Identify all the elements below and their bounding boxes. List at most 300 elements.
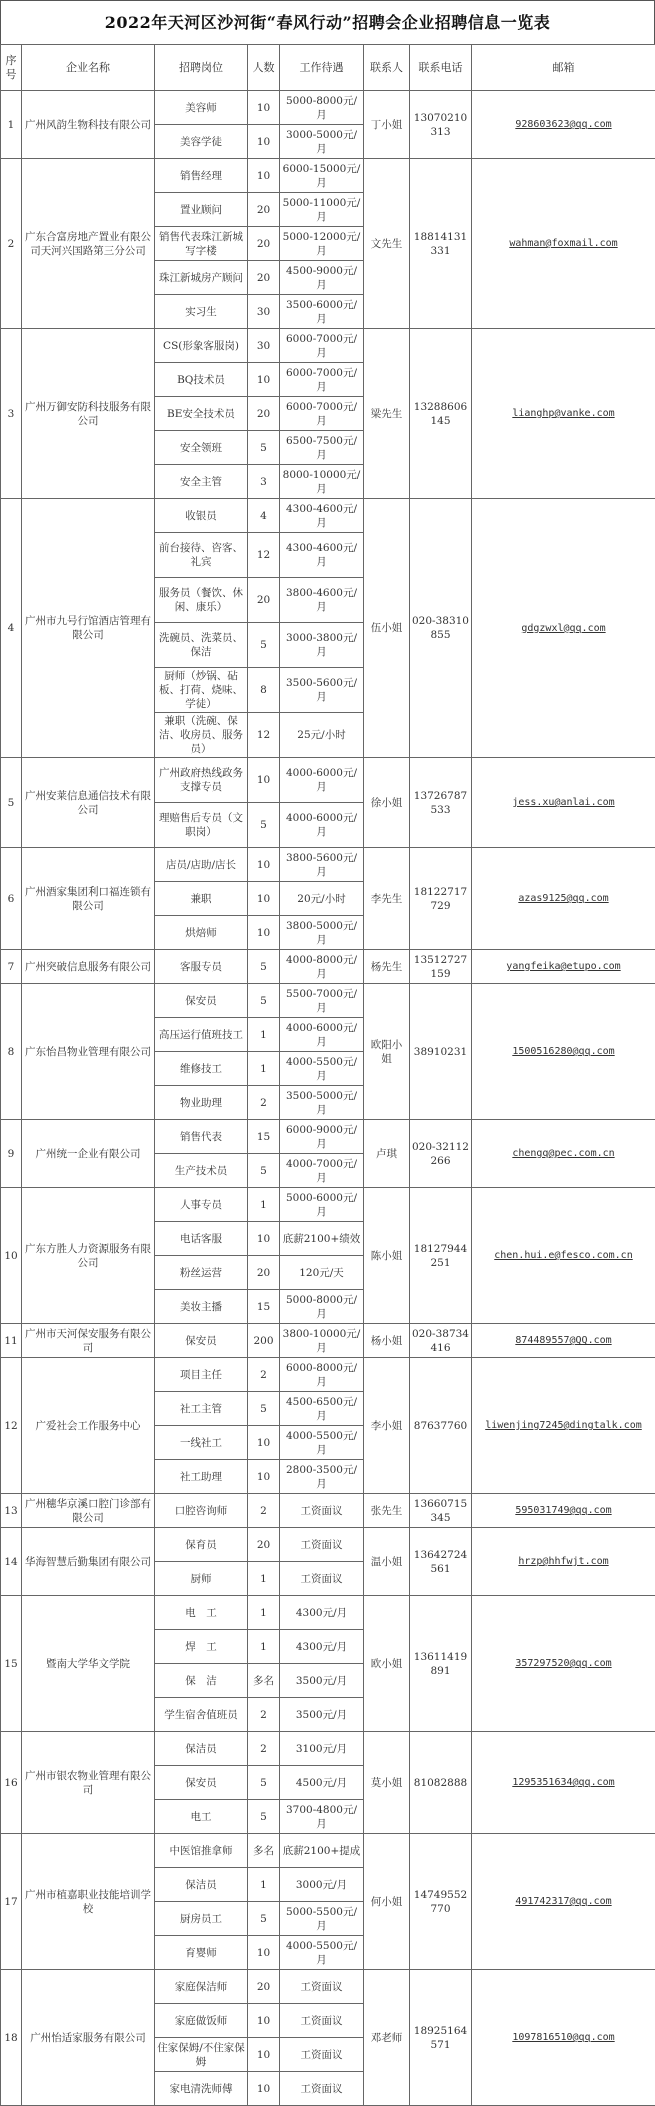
job-count: 10 (248, 848, 280, 882)
job-salary: 6000-9000元/月 (280, 1120, 364, 1154)
job-salary: 3500-6000元/月 (280, 295, 364, 329)
job-position: 人事专员 (155, 1188, 248, 1222)
job-position: CS(形象客服岗) (155, 329, 248, 363)
job-position: 厨房员工 (155, 1902, 248, 1936)
job-position: 社工助理 (155, 1460, 248, 1494)
job-count: 5 (248, 1902, 280, 1936)
table-row (1, 1494, 655, 1528)
job-salary: 3800-5600元/月 (280, 848, 364, 882)
job-count: 5 (248, 950, 280, 984)
job-salary: 4300-4600元/月 (280, 499, 364, 533)
contact-person: 李小姐 (364, 1358, 410, 1494)
company-name: 广爱社会工作服务中心 (22, 1358, 155, 1494)
job-salary: 120元/天 (280, 1256, 364, 1290)
contact-person: 伍小姐 (364, 499, 410, 758)
job-salary: 3800-5000元/月 (280, 916, 364, 950)
job-count: 10 (248, 1222, 280, 1256)
header-salary: 工作待遇 (280, 45, 364, 91)
job-position: 珠江新城房产顾问 (155, 261, 248, 295)
job-salary: 5000-8000元/月 (280, 91, 364, 125)
contact-person: 邓老师 (364, 1970, 410, 2106)
job-position: 美容师 (155, 91, 248, 125)
contact-phone: 81082888 (410, 1732, 472, 1834)
job-position: 安全主管 (155, 465, 248, 499)
job-position: 美妆主播 (155, 1290, 248, 1324)
job-count: 5 (248, 1154, 280, 1188)
company-name: 广州穗华京溪口腔门诊部有限公司 (22, 1494, 155, 1528)
contact-email-cell (472, 1596, 655, 1732)
job-count: 1 (248, 1188, 280, 1222)
email-link[interactable]: chengq@pec.com.cn (512, 1148, 614, 1159)
contact-person: 杨先生 (364, 950, 410, 984)
job-count: 10 (248, 363, 280, 397)
row-number: 9 (1, 1120, 22, 1188)
job-salary: 6000-15000元/月 (280, 159, 364, 193)
job-salary: 4000-6000元/月 (280, 803, 364, 848)
job-position: 育婴师 (155, 1936, 248, 1970)
contact-email-cell (472, 1188, 655, 1324)
job-count: 12 (248, 713, 280, 758)
job-position: 服务员（餐饮、休闲、康乐） (155, 578, 248, 623)
contact-phone: 13288606145 (410, 329, 472, 499)
job-salary: 25元/小时 (280, 713, 364, 758)
job-salary: 工资面议 (280, 2038, 364, 2072)
row-number: 16 (1, 1732, 22, 1834)
company-name: 广州风韵生物科技有限公司 (22, 91, 155, 159)
contact-email-cell (472, 758, 655, 848)
email-link[interactable]: azas9125@qq.com (518, 893, 608, 904)
contact-person: 莫小姐 (364, 1732, 410, 1834)
contact-phone: 13512727159 (410, 950, 472, 984)
email-link[interactable]: 1295351634@qq.com (512, 1777, 614, 1788)
row-number: 8 (1, 984, 22, 1120)
contact-phone: 13611419891 (410, 1596, 472, 1732)
email-link[interactable]: 1500516280@qq.com (512, 1046, 614, 1057)
company-name: 广州市银农物业管理有限公司 (22, 1732, 155, 1834)
contact-email-cell (472, 1120, 655, 1188)
job-salary: 8000-10000元/月 (280, 465, 364, 499)
job-salary: 3500元/月 (280, 1698, 364, 1732)
job-position: 家庭保洁师 (155, 1970, 248, 2004)
row-number: 12 (1, 1358, 22, 1494)
job-count: 20 (248, 227, 280, 261)
job-position: 置业顾问 (155, 193, 248, 227)
job-salary: 4000-6000元/月 (280, 758, 364, 803)
contact-email-cell (472, 848, 655, 950)
row-number: 13 (1, 1494, 22, 1528)
row-number: 17 (1, 1834, 22, 1970)
table-row (1, 1528, 655, 1562)
company-name: 广州怡适家服务有限公司 (22, 1970, 155, 2106)
sheet-title: 2022年天河区沙河街“春风行动”招聘会企业招聘信息一览表 (0, 0, 655, 44)
header-row (1, 45, 655, 91)
contact-person: 陈小姐 (364, 1188, 410, 1324)
contact-person: 徐小姐 (364, 758, 410, 848)
row-number: 4 (1, 499, 22, 758)
header-position: 招聘岗位 (155, 45, 248, 91)
job-count: 30 (248, 295, 280, 329)
header-contact: 联系人 (364, 45, 410, 91)
job-count: 1 (248, 1868, 280, 1902)
contact-email-cell (472, 1834, 655, 1970)
contact-email-cell (472, 499, 655, 758)
job-count: 10 (248, 1936, 280, 1970)
job-salary: 4500元/月 (280, 1766, 364, 1800)
job-count: 10 (248, 758, 280, 803)
contact-phone: 87637760 (410, 1358, 472, 1494)
job-position: 保安员 (155, 1766, 248, 1800)
job-salary: 6000-7000元/月 (280, 329, 364, 363)
job-position: 美容学徒 (155, 125, 248, 159)
job-salary: 4500-6500元/月 (280, 1392, 364, 1426)
job-salary: 工资面议 (280, 1970, 364, 2004)
row-number: 5 (1, 758, 22, 848)
company-name: 广州万御安防科技服务有限公司 (22, 329, 155, 499)
contact-phone: 18925164571 (410, 1970, 472, 2106)
table-row (1, 159, 655, 193)
company-name: 广东方胜人力资源服务有限公司 (22, 1188, 155, 1324)
contact-phone: 020-32112266 (410, 1120, 472, 1188)
job-position: 兼职 (155, 882, 248, 916)
job-count: 1 (248, 1562, 280, 1596)
contact-email-cell (472, 159, 655, 329)
job-count: 多名 (248, 1834, 280, 1868)
email-link[interactable]: 357297520@qq.com (515, 1658, 611, 1669)
job-salary: 底薪2100+绩效 (280, 1222, 364, 1256)
job-position: 厨师（炒锅、砧板、打荷、烧味、学徒） (155, 668, 248, 713)
contact-email-cell (472, 1494, 655, 1528)
job-salary: 5500-7000元/月 (280, 984, 364, 1018)
job-count: 10 (248, 159, 280, 193)
row-number: 15 (1, 1596, 22, 1732)
email-link[interactable]: 874489557@QQ.com (515, 1335, 611, 1346)
table-row (1, 1358, 655, 1392)
job-salary: 4000-7000元/月 (280, 1154, 364, 1188)
table-row (1, 91, 655, 125)
job-position: 一线社工 (155, 1426, 248, 1460)
job-count: 5 (248, 803, 280, 848)
contact-phone: 18127944251 (410, 1188, 472, 1324)
job-salary: 5000-8000元/月 (280, 1290, 364, 1324)
row-number: 1 (1, 91, 22, 159)
job-position: 销售代表 (155, 1120, 248, 1154)
job-salary: 工资面议 (280, 1494, 364, 1528)
job-count: 30 (248, 329, 280, 363)
table-row (1, 1732, 655, 1766)
job-salary: 4300-4600元/月 (280, 533, 364, 578)
contact-email-cell (472, 1528, 655, 1596)
job-position: 保安员 (155, 1324, 248, 1358)
job-count: 20 (248, 261, 280, 295)
header-count: 人数 (248, 45, 280, 91)
contact-person: 何小姐 (364, 1834, 410, 1970)
contact-person: 欧小姐 (364, 1596, 410, 1732)
row-number: 14 (1, 1528, 22, 1596)
company-name: 广州突破信息服务有限公司 (22, 950, 155, 984)
job-position: 维修技工 (155, 1052, 248, 1086)
job-count: 10 (248, 2004, 280, 2038)
contact-person: 温小姐 (364, 1528, 410, 1596)
job-count: 10 (248, 1426, 280, 1460)
row-number: 18 (1, 1970, 22, 2106)
job-salary: 工资面议 (280, 2004, 364, 2038)
job-count: 20 (248, 1256, 280, 1290)
company-name: 华海智慧后勤集团有限公司 (22, 1528, 155, 1596)
job-count: 多名 (248, 1664, 280, 1698)
job-position: 客服专员 (155, 950, 248, 984)
job-salary: 2800-3500元/月 (280, 1460, 364, 1494)
table-row (1, 1324, 655, 1358)
job-position: 理赔售后专员（文职岗） (155, 803, 248, 848)
email-link[interactable]: hrzp@hhfwjt.com (518, 1556, 608, 1567)
email-link[interactable]: gdgzwxl@qq.com (521, 623, 605, 634)
job-salary: 3500元/月 (280, 1664, 364, 1698)
job-position: 电工 (155, 1800, 248, 1834)
email-link[interactable]: liwenjing7245@dingtalk.com (485, 1420, 642, 1431)
job-salary: 5000-5500元/月 (280, 1902, 364, 1936)
job-position: 保 洁 (155, 1664, 248, 1698)
job-position: 电话客服 (155, 1222, 248, 1256)
job-salary: 3800-10000元/月 (280, 1324, 364, 1358)
job-position: 销售经理 (155, 159, 248, 193)
contact-person: 梁先生 (364, 329, 410, 499)
job-count: 10 (248, 882, 280, 916)
company-name: 广州市九号行馆酒店管理有限公司 (22, 499, 155, 758)
row-number: 7 (1, 950, 22, 984)
job-count: 2 (248, 1494, 280, 1528)
contact-phone: 13070210313 (410, 91, 472, 159)
job-count: 3 (248, 465, 280, 499)
email-link[interactable]: jess.xu@anlai.com (512, 797, 614, 808)
job-count: 20 (248, 1528, 280, 1562)
job-count: 5 (248, 431, 280, 465)
job-count: 2 (248, 1732, 280, 1766)
job-salary: 4300元/月 (280, 1630, 364, 1664)
job-count: 20 (248, 397, 280, 431)
header-company: 企业名称 (22, 45, 155, 91)
job-count: 5 (248, 984, 280, 1018)
job-position: 物业助理 (155, 1086, 248, 1120)
job-position: 社工主管 (155, 1392, 248, 1426)
recruitment-table (0, 44, 655, 2106)
email-link[interactable]: lianghp@vanke.com (512, 408, 614, 419)
contact-email-cell (472, 1324, 655, 1358)
job-position: 家电清洗师傅 (155, 2072, 248, 2106)
job-count: 2 (248, 1086, 280, 1120)
contact-email-cell (472, 1732, 655, 1834)
contact-email-cell (472, 984, 655, 1120)
job-salary: 5000-6000元/月 (280, 1188, 364, 1222)
job-position: 高压运行值班技工 (155, 1018, 248, 1052)
job-salary: 3100元/月 (280, 1732, 364, 1766)
row-number: 3 (1, 329, 22, 499)
job-salary: 6000-8000元/月 (280, 1358, 364, 1392)
row-number: 2 (1, 159, 22, 329)
email-link[interactable]: wahman@foxmail.com (509, 238, 617, 249)
job-salary: 3500-5600元/月 (280, 668, 364, 713)
job-salary: 5000-11000元/月 (280, 193, 364, 227)
job-salary: 3800-4600元/月 (280, 578, 364, 623)
job-salary: 4000-6000元/月 (280, 1018, 364, 1052)
contact-email-cell (472, 950, 655, 984)
job-count: 1 (248, 1596, 280, 1630)
email-link[interactable]: 928603623@qq.com (515, 119, 611, 130)
job-count: 10 (248, 1460, 280, 1494)
contact-email-cell (472, 1970, 655, 2106)
company-name: 广州统一企业有限公司 (22, 1120, 155, 1188)
contact-phone: 13642724561 (410, 1528, 472, 1596)
job-position: 中医馆推拿师 (155, 1834, 248, 1868)
job-salary: 3000-5000元/月 (280, 125, 364, 159)
job-position: 口腔咨询师 (155, 1494, 248, 1528)
table-row (1, 984, 655, 1018)
contact-phone: 14749552770 (410, 1834, 472, 1970)
job-count: 2 (248, 1698, 280, 1732)
table-row (1, 1120, 655, 1154)
company-name: 广东合富房地产置业有限公司天河兴国路第三分公司 (22, 159, 155, 329)
job-salary: 6000-7000元/月 (280, 397, 364, 431)
contact-email-cell (472, 329, 655, 499)
job-position: 保育员 (155, 1528, 248, 1562)
table-row (1, 1188, 655, 1222)
header-phone: 联系电话 (410, 45, 472, 91)
job-position: 保洁员 (155, 1732, 248, 1766)
table-row (1, 758, 655, 803)
row-number: 10 (1, 1188, 22, 1324)
email-link[interactable]: yangfeika@etupo.com (506, 961, 620, 972)
job-position: 保安员 (155, 984, 248, 1018)
table-row (1, 329, 655, 363)
job-position: 实习生 (155, 295, 248, 329)
job-position: 住家保姆/不住家保姆 (155, 2038, 248, 2072)
company-name: 广东怡昌物业管理有限公司 (22, 984, 155, 1120)
company-name: 广州市植嘉职业技能培训学校 (22, 1834, 155, 1970)
company-name: 广州市天河保安服务有限公司 (22, 1324, 155, 1358)
job-position: 生产技术员 (155, 1154, 248, 1188)
contact-person: 卢琪 (364, 1120, 410, 1188)
job-position: 项目主任 (155, 1358, 248, 1392)
contact-person: 丁小姐 (364, 91, 410, 159)
job-salary: 4300元/月 (280, 1596, 364, 1630)
contact-phone: 020-38734416 (410, 1324, 472, 1358)
table-row (1, 1596, 655, 1630)
contact-person: 文先生 (364, 159, 410, 329)
job-position: 店员/店助/店长 (155, 848, 248, 882)
job-position: 焊 工 (155, 1630, 248, 1664)
contact-phone: 38910231 (410, 984, 472, 1120)
email-link[interactable]: 1097816510@qq.com (512, 2032, 614, 2043)
contact-person: 杨小姐 (364, 1324, 410, 1358)
row-number: 6 (1, 848, 22, 950)
job-count: 5 (248, 623, 280, 668)
table-row (1, 848, 655, 882)
job-salary: 4000-5500元/月 (280, 1052, 364, 1086)
contact-person: 欧阳小姐 (364, 984, 410, 1120)
job-count: 5 (248, 1800, 280, 1834)
job-salary: 工资面议 (280, 1528, 364, 1562)
job-salary: 3000元/月 (280, 1868, 364, 1902)
company-name: 暨南大学华文学院 (22, 1596, 155, 1732)
job-salary: 3500-5000元/月 (280, 1086, 364, 1120)
contact-person: 张先生 (364, 1494, 410, 1528)
job-position: BQ技术员 (155, 363, 248, 397)
job-position: 广州政府热线政务支撑专员 (155, 758, 248, 803)
job-position: 前台接待、咨客、礼宾 (155, 533, 248, 578)
job-salary: 工资面议 (280, 2072, 364, 2106)
job-position: 电 工 (155, 1596, 248, 1630)
job-position: 销售代表珠江新城写字楼 (155, 227, 248, 261)
job-count: 5 (248, 1766, 280, 1800)
job-count: 20 (248, 193, 280, 227)
job-salary: 4000-5500元/月 (280, 1936, 364, 1970)
job-count: 1 (248, 1630, 280, 1664)
job-salary: 底薪2100+提成 (280, 1834, 364, 1868)
job-salary: 4500-9000元/月 (280, 261, 364, 295)
job-count: 4 (248, 499, 280, 533)
job-salary: 20元/小时 (280, 882, 364, 916)
table-row (1, 1970, 655, 2004)
job-count: 10 (248, 916, 280, 950)
email-link[interactable]: chen.hui.e@fesco.com.cn (494, 1250, 632, 1261)
job-salary: 3000-3800元/月 (280, 623, 364, 668)
table-row (1, 499, 655, 533)
job-position: 洗碗员、洗菜员、保洁 (155, 623, 248, 668)
job-count: 12 (248, 533, 280, 578)
job-count: 20 (248, 578, 280, 623)
job-count: 10 (248, 91, 280, 125)
job-count: 1 (248, 1052, 280, 1086)
job-count: 15 (248, 1290, 280, 1324)
job-position: 学生宿舍值班员 (155, 1698, 248, 1732)
job-count: 15 (248, 1120, 280, 1154)
job-salary: 5000-12000元/月 (280, 227, 364, 261)
contact-phone: 13726787533 (410, 758, 472, 848)
contact-phone: 18122717729 (410, 848, 472, 950)
job-position: 家庭做饭师 (155, 2004, 248, 2038)
job-count: 5 (248, 1392, 280, 1426)
header-no: 序号 (1, 45, 22, 91)
job-salary: 4000-5500元/月 (280, 1426, 364, 1460)
job-salary: 6000-7000元/月 (280, 363, 364, 397)
company-name: 广州酒家集团利口福连锁有限公司 (22, 848, 155, 950)
row-number: 11 (1, 1324, 22, 1358)
company-name: 广州安莱信息通信技术有限公司 (22, 758, 155, 848)
job-salary: 6500-7500元/月 (280, 431, 364, 465)
job-count: 200 (248, 1324, 280, 1358)
job-position: 粉丝运营 (155, 1256, 248, 1290)
job-position: 安全领班 (155, 431, 248, 465)
contact-phone: 13660715345 (410, 1494, 472, 1528)
job-count: 20 (248, 1970, 280, 2004)
job-count: 10 (248, 2072, 280, 2106)
job-count: 10 (248, 125, 280, 159)
contact-email-cell (472, 91, 655, 159)
job-count: 1 (248, 1018, 280, 1052)
contact-phone: 020-38310855 (410, 499, 472, 758)
job-salary: 3700-4800元/月 (280, 1800, 364, 1834)
job-position: BE安全技术员 (155, 397, 248, 431)
job-position: 保洁员 (155, 1868, 248, 1902)
job-count: 2 (248, 1358, 280, 1392)
table-row (1, 950, 655, 984)
email-link[interactable]: 491742317@qq.com (515, 1896, 611, 1907)
job-position: 烘焙师 (155, 916, 248, 950)
email-link[interactable]: 595031749@qq.com (515, 1505, 611, 1516)
job-count: 10 (248, 2038, 280, 2072)
job-position: 厨师 (155, 1562, 248, 1596)
job-position: 收银员 (155, 499, 248, 533)
job-count: 8 (248, 668, 280, 713)
